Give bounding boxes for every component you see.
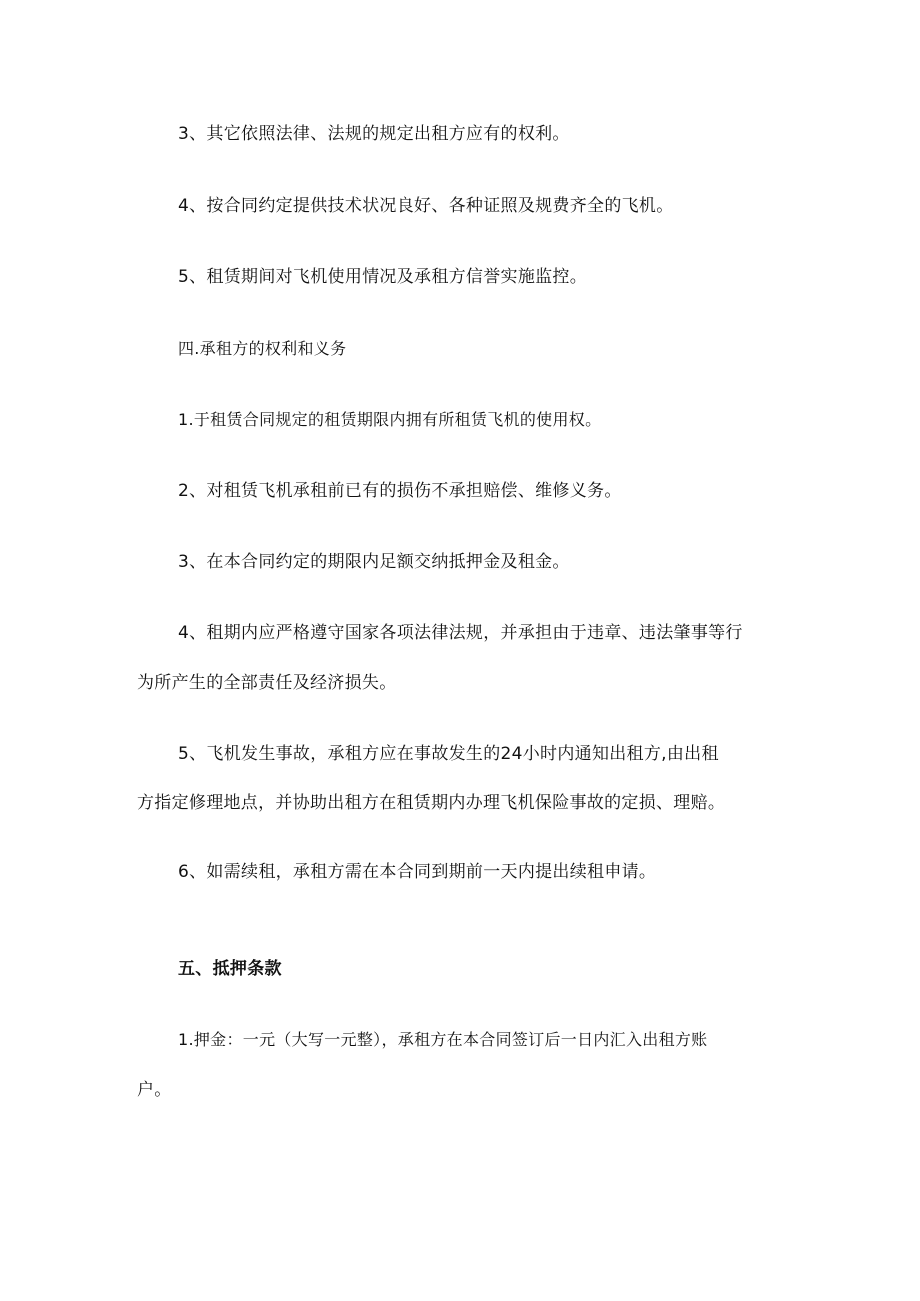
section-5-title: 五、抵押条款 <box>178 959 282 979</box>
section-4-item-1: 1.于租赁合同规定的租赁期限内拥有所租赁飞机的使用权。 <box>178 410 602 429</box>
section-5-item-1-line-1: 1.押金：一元（大写一元整），承租方在本合同签订后一日内汇入出租方账 <box>178 1030 708 1049</box>
section-4-title: 四.承租方的权利和义务 <box>178 339 347 358</box>
section-4-item-2: 2、对租赁飞机承租前已有的损伤不承担赔偿、维修义务。 <box>178 481 622 501</box>
section-4-item-5-line-1: 5、飞机发生事故，承租方应在事故发生的24小时内通知出租方,由出租 <box>178 744 719 764</box>
section-4-item-4-line-2: 为所产生的全部责任及经济损失。 <box>137 673 397 693</box>
section-5-item-1-line-2: 户。 <box>137 1080 172 1100</box>
section-4-item-3: 3、在本合同约定的期限内足额交纳抵押金及租金。 <box>178 552 570 572</box>
section-4-item-6: 6、如需续租，承租方需在本合同到期前一天内提出续租申请。 <box>178 862 657 882</box>
section-4-item-5-line-2: 方指定修理地点，并协助出租方在租赁期内办理飞机保险事故的定损、理赔。 <box>137 793 726 813</box>
lessor-right-item-4: 4、按合同约定提供技术状况良好、各种证照及规费齐全的飞机。 <box>178 196 674 216</box>
lessor-right-item-5: 5、租赁期间对飞机使用情况及承租方信誉实施监控。 <box>178 267 588 287</box>
section-4-item-4-line-1: 4、租期内应严格遵守国家各项法律法规，并承担由于违章、违法肇事等行 <box>178 623 743 643</box>
lessor-right-item-3: 3、其它依照法律、法规的规定出租方应有的权利。 <box>178 124 570 144</box>
